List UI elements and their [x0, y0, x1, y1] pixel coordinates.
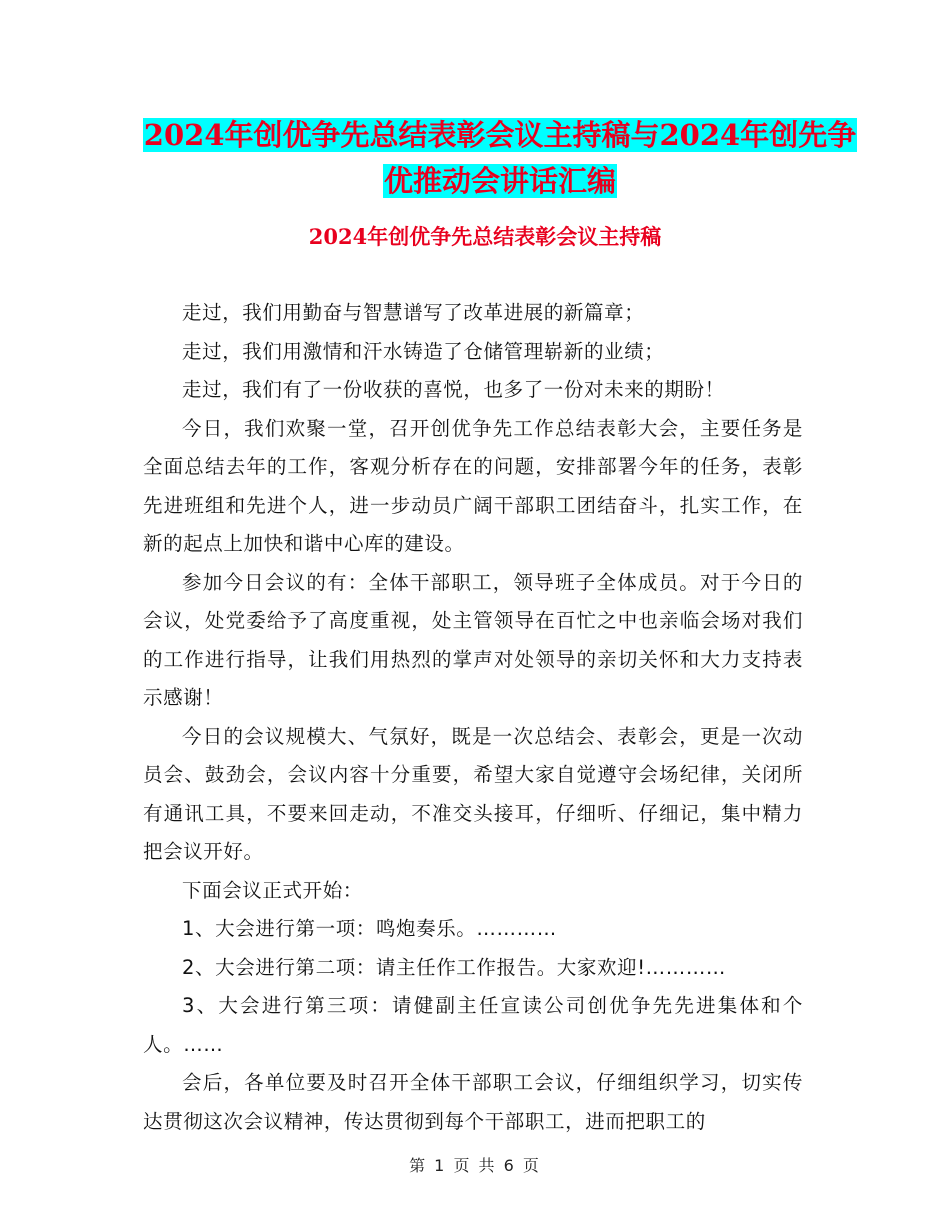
title-line-1: 2024年创优争先总结表彰会议主持稿与2024年创先争 [143, 118, 857, 152]
paragraph: 参加今日会议的有：全体干部职工，领导班子全体成员。对于今日的会议，处党委给予了高度重视，处主管领导在百忙之中也亲临会场对我们的工作进行指导，让我们用热烈的掌声对处领导的亲切关怀和大力支持表示感谢！ [143, 570, 803, 709]
paragraph: 走过，我们有了一份收获的喜悦，也多了一份对未来的期盼！ [182, 378, 725, 401]
paragraph: 走过，我们用勤奋与智慧谱写了改革进展的新篇章； [182, 301, 645, 324]
paragraph: 走过，我们用激情和汗水铸造了仓储管理崭新的业绩； [182, 339, 665, 363]
section-title: 2024年创优争先总结表彰会议主持稿 [308, 224, 662, 249]
title-line-2: 优推动会讲话汇编 [383, 164, 616, 198]
page-footer: 第 1 页 共 6 页 [409, 1156, 541, 1175]
document-title [140, 112, 860, 204]
paragraph: 今日，我们欢聚一堂，召开创优争先工作总结表彰大会，主要任务是全面总结去年的工作，客观分析存在的问题，安排部署今年的任务，表彰先进班组和先进个人，进一步动员广阔干部职工团结奋斗，扎实工作，在新的起点上加快和谐中心库的建设。 [143, 416, 803, 555]
document-body [143, 294, 803, 1141]
paragraph: 今日的会议规模大、气氛好，既是一次总结会、表彰会，更是一次动员会、鼓劲会，会议内容十分重要，希望大家自觉遵守会场纪律，关闭所有通讯工具，不要来回走动，不准交头接耳，仔细听、仔细记，集中精力把会议开好。 [143, 724, 803, 863]
paragraph: 2、大会进行第二项：请主任作工作报告。大家欢迎!………… [182, 955, 727, 979]
paragraph: 会后，各单位要及时召开全体干部职工会议，仔细组织学习，切实传达贯彻这次会议精神，传达贯彻到每个干部职工，进而把职工的 [143, 1071, 803, 1133]
paragraph: 下面会议正式开始： [182, 878, 363, 902]
paragraph: 3、大会进行第三项：请健副主任宣读公司创优争先先进集体和个人。…… [143, 994, 803, 1056]
paragraph: 1、大会进行第一项：鸣炮奏乐。………… [182, 917, 557, 940]
